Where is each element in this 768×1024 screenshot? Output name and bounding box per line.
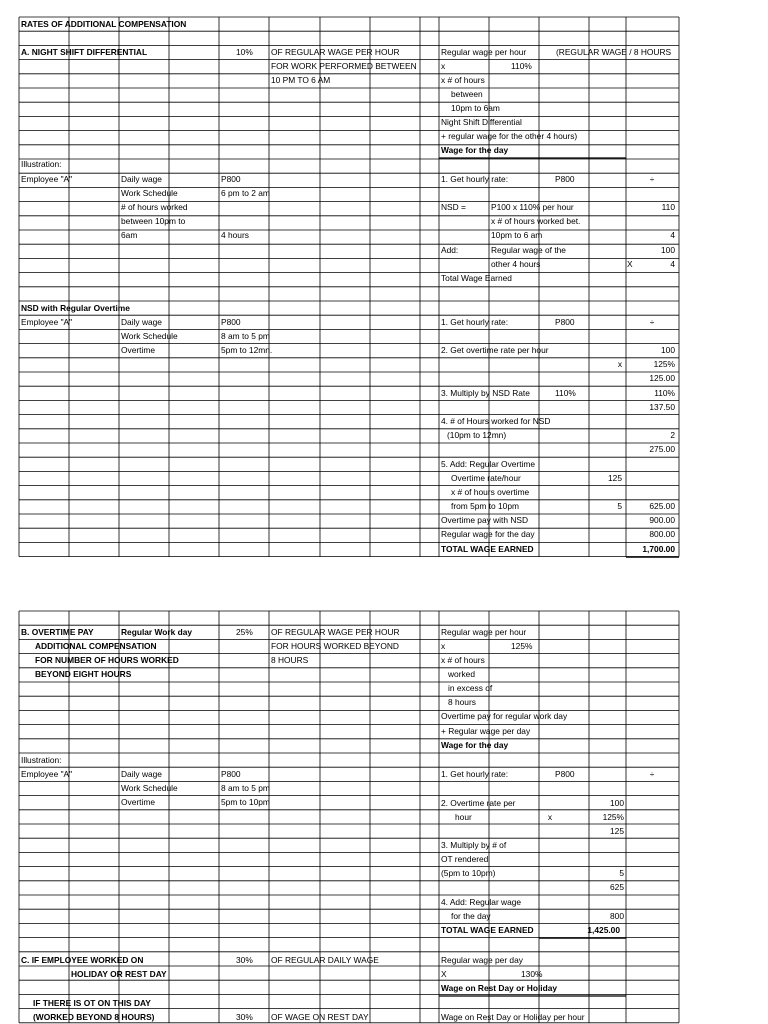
ot-rate-desc: 8 HOURS [271, 655, 309, 665]
holiday-rate: 30% [236, 955, 253, 965]
holiday-ot-heading: (WORKED BEYOND 8 HOURS) [33, 1012, 155, 1022]
detail-value: 5pm to 10pm [221, 797, 270, 807]
step-label: 3. Multiply by NSD Rate [441, 388, 530, 398]
step-value: 125.00 [649, 373, 675, 383]
holiday-formula-pct: 130% [521, 969, 543, 979]
detail-value: 5pm to 12mn. [221, 345, 273, 355]
step-label: 4. Add: Regular wage [441, 897, 522, 907]
nsd-formula-line: + regular wage for the other 4 hours) [441, 131, 578, 141]
night-shift-heading: A. NIGHT SHIFT DIFFERENTIAL [21, 47, 148, 57]
ot-formula-line: Overtime pay for regular work day [441, 711, 568, 721]
step-value: 125% [653, 359, 675, 369]
divide-sign: ÷ [649, 317, 655, 327]
overtime-sub: Regular Work day [121, 627, 193, 637]
holiday-heading: C. IF EMPLOYEE WORKED ON [21, 955, 144, 965]
nsd-calc-line: P100 x 110% per hour [491, 202, 574, 212]
detail-value: 6 pm to 2 am [221, 188, 270, 198]
ot-formula-line: 8 hours [448, 697, 476, 707]
step-label: Overtime pay with NSD [441, 515, 529, 525]
step-label: 3. Multiply by # of [441, 840, 507, 850]
ot-formula-line: x [441, 641, 446, 651]
ot-rate-desc: FOR HOURS WORKED BEYOND [271, 641, 399, 651]
holiday-ot-desc: OF WAGE ON REST DAY [271, 1012, 369, 1022]
nsd-formula-result: Wage for the day [441, 145, 509, 155]
nsd-overtime-heading: NSD with Regular Overtime [21, 303, 130, 313]
step-label: for the day [451, 911, 491, 921]
step-value: 625.00 [649, 501, 675, 511]
step-rate: 110% [555, 388, 576, 398]
nsd-formula-line: 10pm to 6am [451, 103, 500, 113]
overtime-heading: B. OVERTIME PAY [21, 627, 94, 637]
detail-value: 4 hours [221, 230, 249, 240]
multiply-sign: x [547, 812, 552, 822]
add-value: 100 [661, 245, 675, 255]
step-label: 2. Get overtime rate per hour [441, 345, 549, 355]
illustration-label: Illustration: [21, 755, 62, 765]
step-value: 110% [654, 388, 675, 398]
detail-label: Overtime [121, 797, 155, 807]
holiday-ot-heading: IF THERE IS OT ON THIS DAY [33, 998, 151, 1008]
divide-sign: ÷ [649, 769, 655, 779]
step-value: 5 [619, 868, 624, 878]
step-label: hour [455, 812, 472, 822]
total-wage-label: TOTAL WAGE EARNED [441, 544, 534, 554]
nsd-eq-label: NSD = [441, 202, 466, 212]
total-wage-label: TOTAL WAGE EARNED [441, 925, 534, 935]
nsd-formula-line: between [451, 89, 483, 99]
ot-heading-line: BEYOND EIGHT HOURS [35, 669, 132, 679]
step-value: 100 [610, 798, 624, 808]
nsd-formula-line: x [441, 61, 446, 71]
nsd-formula-note: (REGULAR WAGE / 8 HOURS [556, 47, 672, 57]
detail-label: Daily wage [121, 317, 162, 327]
nsd-formula-line: Night Shift Differential [441, 117, 522, 127]
nsd-rate-desc: 10 PM TO 6 AM [271, 75, 331, 85]
detail-label: Daily wage [121, 174, 162, 184]
step-label: x # of hours overtime [451, 487, 530, 497]
ot-heading-line: ADDITIONAL COMPENSATION [35, 641, 157, 651]
add-x: X [627, 259, 633, 269]
step-value: P800 [555, 174, 575, 184]
nsd-rate: 10% [236, 47, 253, 57]
employee-label: Employee "A" [21, 317, 73, 327]
step-label: 2. Overtime rate per [441, 798, 516, 808]
nsd-formula-line: x # of hours [441, 75, 485, 85]
step-value: 125 [610, 826, 624, 836]
detail-label: Work Schedule [121, 783, 178, 793]
illustration-label: Illustration: [21, 159, 62, 169]
nsd-calc-line: 10pm to 6 am [491, 230, 543, 240]
ot-formula-line: + Regular wage per day [441, 726, 531, 736]
step-value: 5 [617, 501, 622, 511]
employee-label: Employee "A" [21, 769, 73, 779]
ot-rate: 25% [236, 627, 253, 637]
detail-label: Daily wage [121, 769, 162, 779]
add-value: 4 [670, 259, 675, 269]
holiday-ot-rate: 30% [236, 1012, 253, 1022]
ot-heading-line: FOR NUMBER OF HOURS WORKED [35, 655, 179, 665]
holiday-formula-line: X [441, 969, 447, 979]
ot-formula-line: worked [448, 669, 475, 679]
detail-value: 8 am to 5 pm [221, 783, 270, 793]
holiday-ot-formula: Wage on Rest Day or Holiday per hour [441, 1012, 585, 1022]
step-label: 5. Add: Regular Overtime [441, 459, 536, 469]
detail-value: P800 [221, 317, 241, 327]
step-label: Overtime rate/hour [451, 473, 521, 483]
step-value: 800 [610, 911, 624, 921]
step-value: 2 [670, 430, 675, 440]
ot-formula-line: Regular wage per hour [441, 627, 527, 637]
step-label: 1. Get hourly rate: [441, 174, 509, 184]
step-label: from 5pm to 10pm [451, 501, 519, 511]
ot-formula-line: x # of hours [441, 655, 485, 665]
holiday-formula-line: Regular wage per day [441, 955, 523, 965]
step-label: 1. Get hourly rate: [441, 769, 509, 779]
total-wage-label: Total Wage Earned [441, 273, 512, 283]
nsd-calc-value: 4 [670, 230, 675, 240]
step-value: 125 [608, 473, 622, 483]
nsd-calc-value: 110 [661, 202, 675, 212]
detail-value: 8 am to 5 pm [221, 331, 270, 341]
step-value: P800 [555, 317, 575, 327]
nsd-rate-desc: FOR WORK PERFORMED BETWEEN [271, 61, 417, 71]
ot-formula-pct: 125% [511, 641, 533, 651]
holiday-formula-result: Wage on Rest Day or Holiday [441, 983, 558, 993]
step-value: 900.00 [649, 515, 675, 525]
divide-sign: ÷ [649, 174, 655, 184]
total-wage-value: 1,700.00 [642, 544, 675, 554]
step-label: 1. Get hourly rate: [441, 317, 509, 327]
nsd-calc-line: x # of hours worked bet. [491, 216, 581, 226]
step-value: 625 [610, 882, 624, 892]
step-label: (10pm to 12mn) [447, 430, 507, 440]
holiday-heading: HOLIDAY OR REST DAY [71, 969, 167, 979]
step-value: P800 [555, 769, 575, 779]
step-value: 137.50 [649, 402, 675, 412]
detail-value: P800 [221, 174, 241, 184]
step-label: 4. # of Hours worked for NSD [441, 416, 551, 426]
detail-label: Work Schedule [121, 188, 178, 198]
employee-label: Employee "A" [21, 174, 73, 184]
step-label: (5pm to 10pm) [441, 868, 496, 878]
ot-formula-line: in excess of [448, 683, 493, 693]
add-line: Regular wage of the [491, 245, 566, 255]
add-label: Add: [441, 245, 459, 255]
detail-label: Work Schedule [121, 331, 178, 341]
step-value: 125% [602, 812, 624, 822]
detail-label: # of hours worked [121, 202, 188, 212]
step-value: 800.00 [649, 529, 675, 539]
detail-label: Overtime [121, 345, 155, 355]
step-value: 100 [661, 345, 675, 355]
step-label: Regular wage for the day [441, 529, 535, 539]
ot-rate-desc: OF REGULAR WAGE PER HOUR [271, 627, 400, 637]
sheet-title: RATES OF ADDITIONAL COMPENSATION [21, 19, 187, 29]
add-line: other 4 hours [491, 259, 541, 269]
holiday-rate-desc: OF REGULAR DAILY WAGE [271, 955, 379, 965]
nsd-rate-desc: OF REGULAR WAGE PER HOUR [271, 47, 400, 57]
step-value: 275.00 [649, 444, 675, 454]
nsd-formula-pct: 110% [511, 61, 532, 71]
total-wage-value: 1,425.00 [587, 925, 620, 935]
nsd-formula-line: Regular wage per hour [441, 47, 527, 57]
ot-formula-result: Wage for the day [441, 740, 509, 750]
detail-label: 6am [121, 230, 138, 240]
multiply-sign: x [617, 359, 622, 369]
step-label: OT rendered [441, 854, 489, 864]
detail-label: between 10pm to [121, 216, 186, 226]
detail-value: P800 [221, 769, 241, 779]
